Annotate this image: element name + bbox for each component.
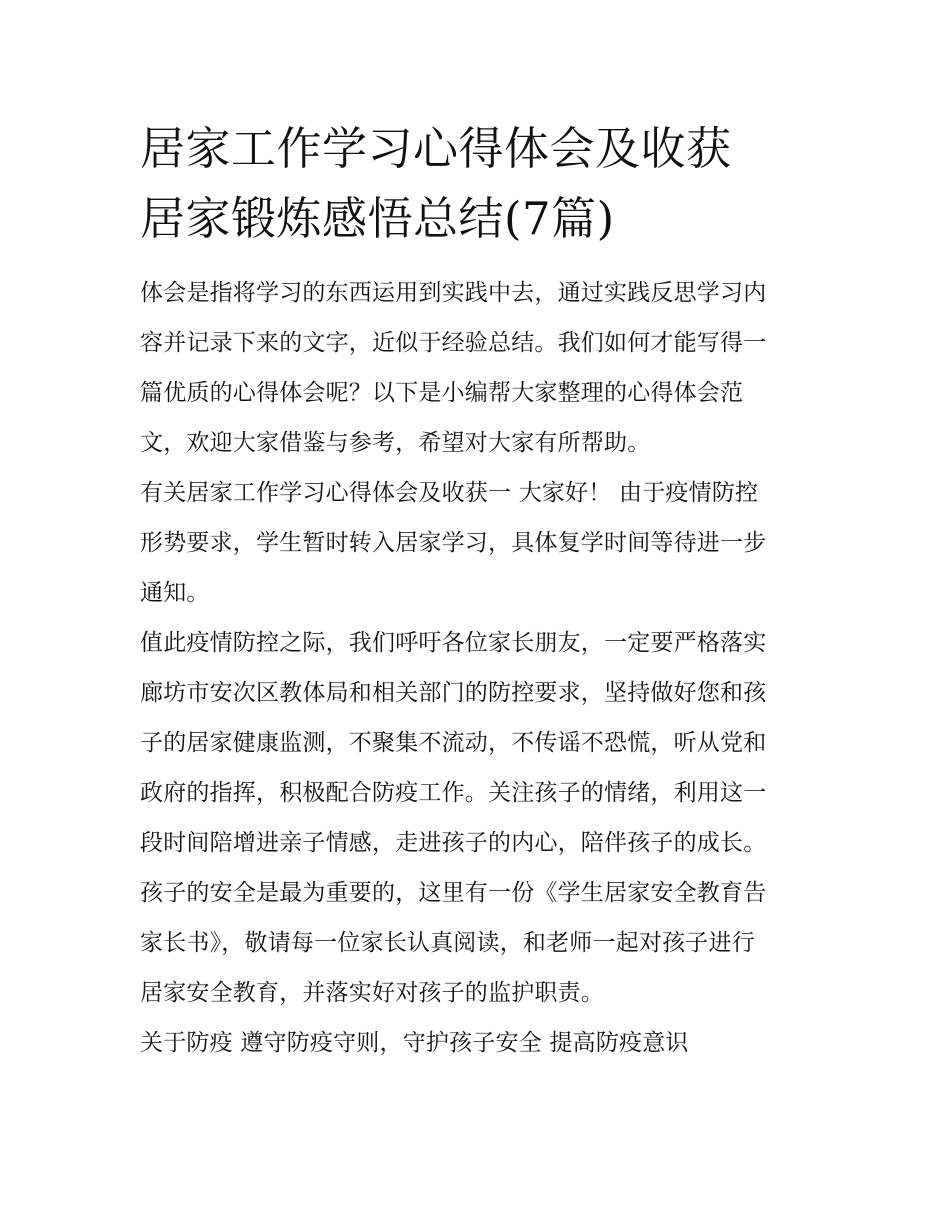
document-body	[140, 114, 820, 1068]
paragraph-epidemic-heading: 关于防疫 遵守防疫守则，守护孩子安全 提高防疫意识	[140, 1030, 689, 1056]
paragraph-greeting: 有关居家工作学习心得体会及收获一 大家好！ 由于疫情防控 形势要求，学生暂时转入居家学习，具体复学时间等待进一步 通知。	[140, 480, 767, 606]
paragraph-intro: 体会是指将学习的东西运用到实践中去，通过实践反思学习内 容并记录下来的文字，近似于经验总结。我们如何才能写得一 篇优质的心得体会呢？以下是小编帮大家整理的心得体会范 文，欢迎大家借鉴与参考，希望对大家有所帮助。	[140, 280, 767, 456]
document-title: 居家工作学习心得体会及收获 居家锻炼感悟总结(7篇)	[140, 122, 732, 245]
paragraph-appeal: 值此疫情防控之际，我们呼吁各位家长朋友，一定要严格落实 廊坊市安次区教体局和相关部门的防控要求，坚持做好您和孩 子的居家健康监测，不聚集不流动，不传谣不恐慌，听从党和 政府的指挥，积极配合防疫工作。关注孩子的情绪，利用这一 段时间陪增进亲子情感，走进孩子的内心，陪伴孩子的成长。 孩子的安全是最为重要的，这里有一份《学生居家安全教育告 家长书》，敬请每一位家长认真阅读，和老师一起对孩子进行 居家安全教育，并落实好对孩子的监护职责。	[140, 630, 767, 1006]
